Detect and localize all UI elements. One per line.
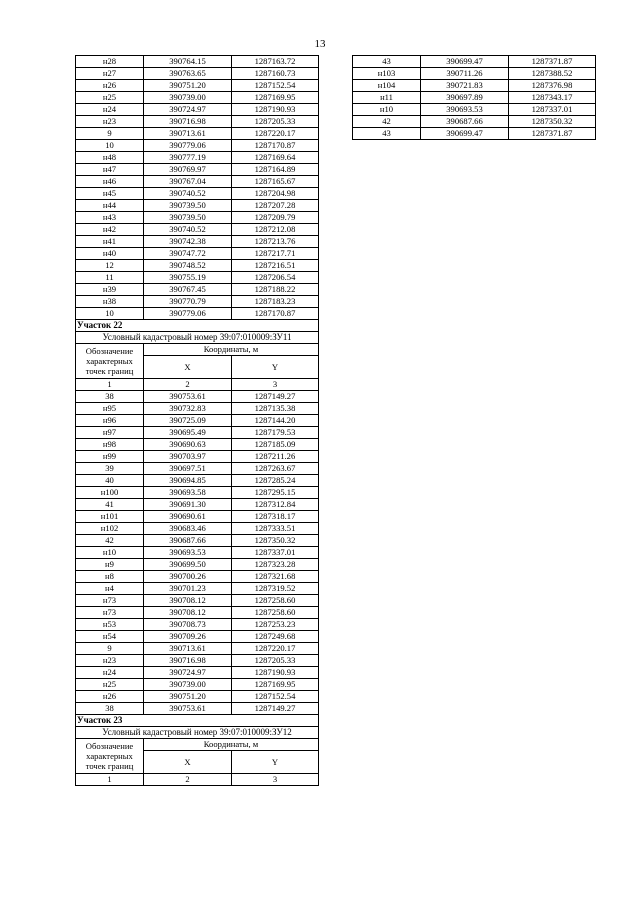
cadastral-number: Условный кадастровый номер 39:07:010009:ЗУ12 <box>76 727 319 739</box>
table-row <box>76 284 319 296</box>
y-value: 1287190.93 <box>232 104 319 116</box>
table-row <box>76 308 319 320</box>
table-row <box>353 104 596 116</box>
table-row <box>76 427 319 439</box>
point-name: н104 <box>353 80 421 92</box>
point-name: н39 <box>76 284 144 296</box>
point-name: 11 <box>76 272 144 284</box>
cadastral-number: Условный кадастровый номер 39:07:010009:ЗУ11 <box>76 332 319 344</box>
y-value: 1287321.68 <box>232 571 319 583</box>
table-row <box>76 691 319 703</box>
y-value: 1287376.98 <box>509 80 596 92</box>
table-row <box>76 643 319 655</box>
y-value: 1287258.60 <box>232 595 319 607</box>
table-row <box>76 296 319 308</box>
point-name: н102 <box>76 523 144 535</box>
point-name: н99 <box>76 451 144 463</box>
x-value: 390703.97 <box>144 451 232 463</box>
table-row <box>76 188 319 200</box>
table-row <box>76 511 319 523</box>
table-row <box>76 92 319 104</box>
point-name: 10 <box>76 140 144 152</box>
x-value: 390716.98 <box>144 655 232 667</box>
y-header: Y <box>232 356 319 379</box>
x-value: 390708.12 <box>144 595 232 607</box>
x-value: 390739.00 <box>144 679 232 691</box>
x-value: 390695.49 <box>144 427 232 439</box>
x-value: 390755.19 <box>144 272 232 284</box>
point-name: 41 <box>76 499 144 511</box>
point-name: н23 <box>76 655 144 667</box>
x-value: 390699.47 <box>421 56 509 68</box>
x-value: 390777.19 <box>144 152 232 164</box>
x-value: 390739.50 <box>144 212 232 224</box>
table-row <box>76 535 319 547</box>
x-value: 390769.97 <box>144 164 232 176</box>
y-value: 1287220.17 <box>232 128 319 140</box>
point-name: 43 <box>353 128 421 140</box>
section-title: Участок 23 <box>76 715 319 727</box>
table-row <box>76 667 319 679</box>
x-value: 390711.26 <box>421 68 509 80</box>
table-row <box>76 487 319 499</box>
designation-header: Обозначение характерных точек границ <box>76 739 144 774</box>
y-value: 1287249.68 <box>232 631 319 643</box>
point-name: н38 <box>76 296 144 308</box>
point-name: н4 <box>76 583 144 595</box>
point-name: 43 <box>353 56 421 68</box>
y-value: 1287337.01 <box>232 547 319 559</box>
section-title: Участок 22 <box>76 320 319 332</box>
y-value: 1287149.27 <box>232 703 319 715</box>
col-number-3: 3 <box>232 774 319 786</box>
x-value: 390693.53 <box>421 104 509 116</box>
x-value: 390700.26 <box>144 571 232 583</box>
table-row <box>76 559 319 571</box>
y-value: 1287371.87 <box>509 128 596 140</box>
table-row <box>76 248 319 260</box>
left-coordinates-table <box>75 55 319 786</box>
y-value: 1287253.23 <box>232 619 319 631</box>
y-value: 1287213.76 <box>232 236 319 248</box>
table-row <box>353 80 596 92</box>
y-value: 1287169.95 <box>232 679 319 691</box>
coords-header: Координаты, м <box>144 344 319 356</box>
y-value: 1287388.52 <box>509 68 596 80</box>
y-value: 1287185.09 <box>232 439 319 451</box>
point-name: н26 <box>76 691 144 703</box>
section-23-header <box>76 715 319 786</box>
point-name: н9 <box>76 559 144 571</box>
table-row <box>76 212 319 224</box>
y-value: 1287217.71 <box>232 248 319 260</box>
x-value: 390740.52 <box>144 188 232 200</box>
table-row <box>76 595 319 607</box>
x-value: 390690.63 <box>144 439 232 451</box>
table-row <box>76 80 319 92</box>
x-value: 390687.66 <box>144 535 232 547</box>
y-value: 1287152.54 <box>232 691 319 703</box>
right-block <box>353 56 596 140</box>
x-value: 390739.50 <box>144 200 232 212</box>
x-value: 390713.61 <box>144 128 232 140</box>
x-value: 390708.12 <box>144 607 232 619</box>
table-row <box>76 176 319 188</box>
point-name: 42 <box>76 535 144 547</box>
point-name: 12 <box>76 260 144 272</box>
page-number: 13 <box>314 38 326 50</box>
table-row <box>76 224 319 236</box>
right-coordinates-table <box>352 55 596 140</box>
y-value: 1287170.87 <box>232 140 319 152</box>
table-row <box>76 499 319 511</box>
y-value: 1287350.32 <box>509 116 596 128</box>
y-value: 1287164.89 <box>232 164 319 176</box>
point-name: н10 <box>353 104 421 116</box>
table-row <box>76 272 319 284</box>
left-block-1 <box>76 56 319 320</box>
y-header: Y <box>232 751 319 774</box>
section-22-rows <box>76 391 319 715</box>
point-name: 38 <box>76 703 144 715</box>
x-value: 390739.00 <box>144 92 232 104</box>
y-value: 1287323.28 <box>232 559 319 571</box>
table-row <box>76 619 319 631</box>
x-value: 390753.61 <box>144 391 232 403</box>
x-value: 390713.61 <box>144 643 232 655</box>
y-value: 1287285.24 <box>232 475 319 487</box>
x-value: 390716.98 <box>144 116 232 128</box>
point-name: н95 <box>76 403 144 415</box>
y-value: 1287205.33 <box>232 116 319 128</box>
y-value: 1287343.17 <box>509 92 596 104</box>
y-value: 1287263.67 <box>232 463 319 475</box>
y-value: 1287163.72 <box>232 56 319 68</box>
table-row <box>76 439 319 451</box>
table-row <box>76 140 319 152</box>
y-value: 1287350.32 <box>232 535 319 547</box>
y-value: 1287333.51 <box>232 523 319 535</box>
table-row <box>76 391 319 403</box>
table-row <box>353 92 596 104</box>
table-row <box>76 463 319 475</box>
x-value: 390724.97 <box>144 667 232 679</box>
x-value: 390683.46 <box>144 523 232 535</box>
x-value: 390709.26 <box>144 631 232 643</box>
x-value: 390770.79 <box>144 296 232 308</box>
table-row <box>76 164 319 176</box>
y-value: 1287312.84 <box>232 499 319 511</box>
x-value: 390753.61 <box>144 703 232 715</box>
x-value: 390693.53 <box>144 547 232 559</box>
table-row <box>76 104 319 116</box>
point-name: 9 <box>76 128 144 140</box>
y-value: 1287318.17 <box>232 511 319 523</box>
point-name: н40 <box>76 248 144 260</box>
y-value: 1287160.73 <box>232 68 319 80</box>
point-name: н24 <box>76 104 144 116</box>
col-number-1: 1 <box>76 379 144 391</box>
point-name: н96 <box>76 415 144 427</box>
y-value: 1287152.54 <box>232 80 319 92</box>
x-value: 390708.73 <box>144 619 232 631</box>
section-22-header <box>76 320 319 391</box>
point-name: 9 <box>76 643 144 655</box>
point-name: н25 <box>76 92 144 104</box>
table-row <box>76 403 319 415</box>
x-value: 390763.65 <box>144 68 232 80</box>
y-value: 1287205.33 <box>232 655 319 667</box>
point-name: 42 <box>353 116 421 128</box>
point-name: н10 <box>76 547 144 559</box>
col-number-2: 2 <box>144 379 232 391</box>
point-name: н46 <box>76 176 144 188</box>
table-row <box>76 116 319 128</box>
point-name: н73 <box>76 607 144 619</box>
point-name: н98 <box>76 439 144 451</box>
y-value: 1287188.22 <box>232 284 319 296</box>
x-value: 390751.20 <box>144 80 232 92</box>
point-name: н54 <box>76 631 144 643</box>
x-value: 390732.83 <box>144 403 232 415</box>
y-value: 1287220.17 <box>232 643 319 655</box>
point-name: н100 <box>76 487 144 499</box>
point-name: н11 <box>353 92 421 104</box>
point-name: н97 <box>76 427 144 439</box>
table-row <box>76 68 319 80</box>
table-row <box>353 68 596 80</box>
y-value: 1287209.79 <box>232 212 319 224</box>
point-name: н27 <box>76 68 144 80</box>
table-row <box>76 236 319 248</box>
table-row <box>76 475 319 487</box>
designation-header: Обозначение характерных точек границ <box>76 344 144 379</box>
point-name: н73 <box>76 595 144 607</box>
y-value: 1287190.93 <box>232 667 319 679</box>
table-row <box>76 607 319 619</box>
table-row <box>76 631 319 643</box>
y-value: 1287216.51 <box>232 260 319 272</box>
table-row <box>76 200 319 212</box>
x-value: 390693.58 <box>144 487 232 499</box>
x-value: 390701.23 <box>144 583 232 595</box>
x-value: 390751.20 <box>144 691 232 703</box>
y-value: 1287170.87 <box>232 308 319 320</box>
x-value: 390747.72 <box>144 248 232 260</box>
point-name: н48 <box>76 152 144 164</box>
y-value: 1287144.20 <box>232 415 319 427</box>
y-value: 1287135.38 <box>232 403 319 415</box>
x-value: 390779.06 <box>144 308 232 320</box>
col-number-3: 3 <box>232 379 319 391</box>
y-value: 1287319.52 <box>232 583 319 595</box>
x-value: 390779.06 <box>144 140 232 152</box>
table-row <box>76 571 319 583</box>
table-row <box>353 116 596 128</box>
point-name: н43 <box>76 212 144 224</box>
y-value: 1287258.60 <box>232 607 319 619</box>
table-row <box>76 152 319 164</box>
y-value: 1287169.64 <box>232 152 319 164</box>
x-header: X <box>144 751 232 774</box>
point-name: 10 <box>76 308 144 320</box>
y-value: 1287212.08 <box>232 224 319 236</box>
col-number-1: 1 <box>76 774 144 786</box>
point-name: н41 <box>76 236 144 248</box>
table-row <box>76 56 319 68</box>
table-row <box>76 260 319 272</box>
x-value: 390767.04 <box>144 176 232 188</box>
x-value: 390748.52 <box>144 260 232 272</box>
x-value: 390721.83 <box>421 80 509 92</box>
point-name: н8 <box>76 571 144 583</box>
x-header: X <box>144 356 232 379</box>
x-value: 390699.47 <box>421 128 509 140</box>
table-row <box>76 128 319 140</box>
table-row <box>76 703 319 715</box>
y-value: 1287206.54 <box>232 272 319 284</box>
table-row <box>76 679 319 691</box>
x-value: 390742.38 <box>144 236 232 248</box>
point-name: 40 <box>76 475 144 487</box>
point-name: н44 <box>76 200 144 212</box>
y-value: 1287295.15 <box>232 487 319 499</box>
point-name: н53 <box>76 619 144 631</box>
x-value: 390699.50 <box>144 559 232 571</box>
table-row <box>353 56 596 68</box>
x-value: 390724.97 <box>144 104 232 116</box>
table-row <box>76 547 319 559</box>
y-value: 1287149.27 <box>232 391 319 403</box>
table-row <box>76 451 319 463</box>
y-value: 1287204.98 <box>232 188 319 200</box>
point-name: н103 <box>353 68 421 80</box>
y-value: 1287165.67 <box>232 176 319 188</box>
coords-header: Координаты, м <box>144 739 319 751</box>
point-name: н26 <box>76 80 144 92</box>
point-name: н24 <box>76 667 144 679</box>
x-value: 390764.15 <box>144 56 232 68</box>
x-value: 390687.66 <box>421 116 509 128</box>
table-row <box>76 583 319 595</box>
x-value: 390694.85 <box>144 475 232 487</box>
y-value: 1287179.53 <box>232 427 319 439</box>
y-value: 1287371.87 <box>509 56 596 68</box>
point-name: н28 <box>76 56 144 68</box>
point-name: 39 <box>76 463 144 475</box>
y-value: 1287183.23 <box>232 296 319 308</box>
y-value: 1287169.95 <box>232 92 319 104</box>
col-number-2: 2 <box>144 774 232 786</box>
x-value: 390740.52 <box>144 224 232 236</box>
x-value: 390697.51 <box>144 463 232 475</box>
x-value: 390725.09 <box>144 415 232 427</box>
point-name: н45 <box>76 188 144 200</box>
point-name: н25 <box>76 679 144 691</box>
y-value: 1287337.01 <box>509 104 596 116</box>
table-row <box>76 415 319 427</box>
x-value: 390697.89 <box>421 92 509 104</box>
x-value: 390691.30 <box>144 499 232 511</box>
y-value: 1287207.28 <box>232 200 319 212</box>
x-value: 390690.61 <box>144 511 232 523</box>
table-row <box>353 128 596 140</box>
table-row <box>76 523 319 535</box>
point-name: н47 <box>76 164 144 176</box>
point-name: 38 <box>76 391 144 403</box>
point-name: н23 <box>76 116 144 128</box>
y-value: 1287211.26 <box>232 451 319 463</box>
point-name: н42 <box>76 224 144 236</box>
x-value: 390767.45 <box>144 284 232 296</box>
point-name: н101 <box>76 511 144 523</box>
table-row <box>76 655 319 667</box>
